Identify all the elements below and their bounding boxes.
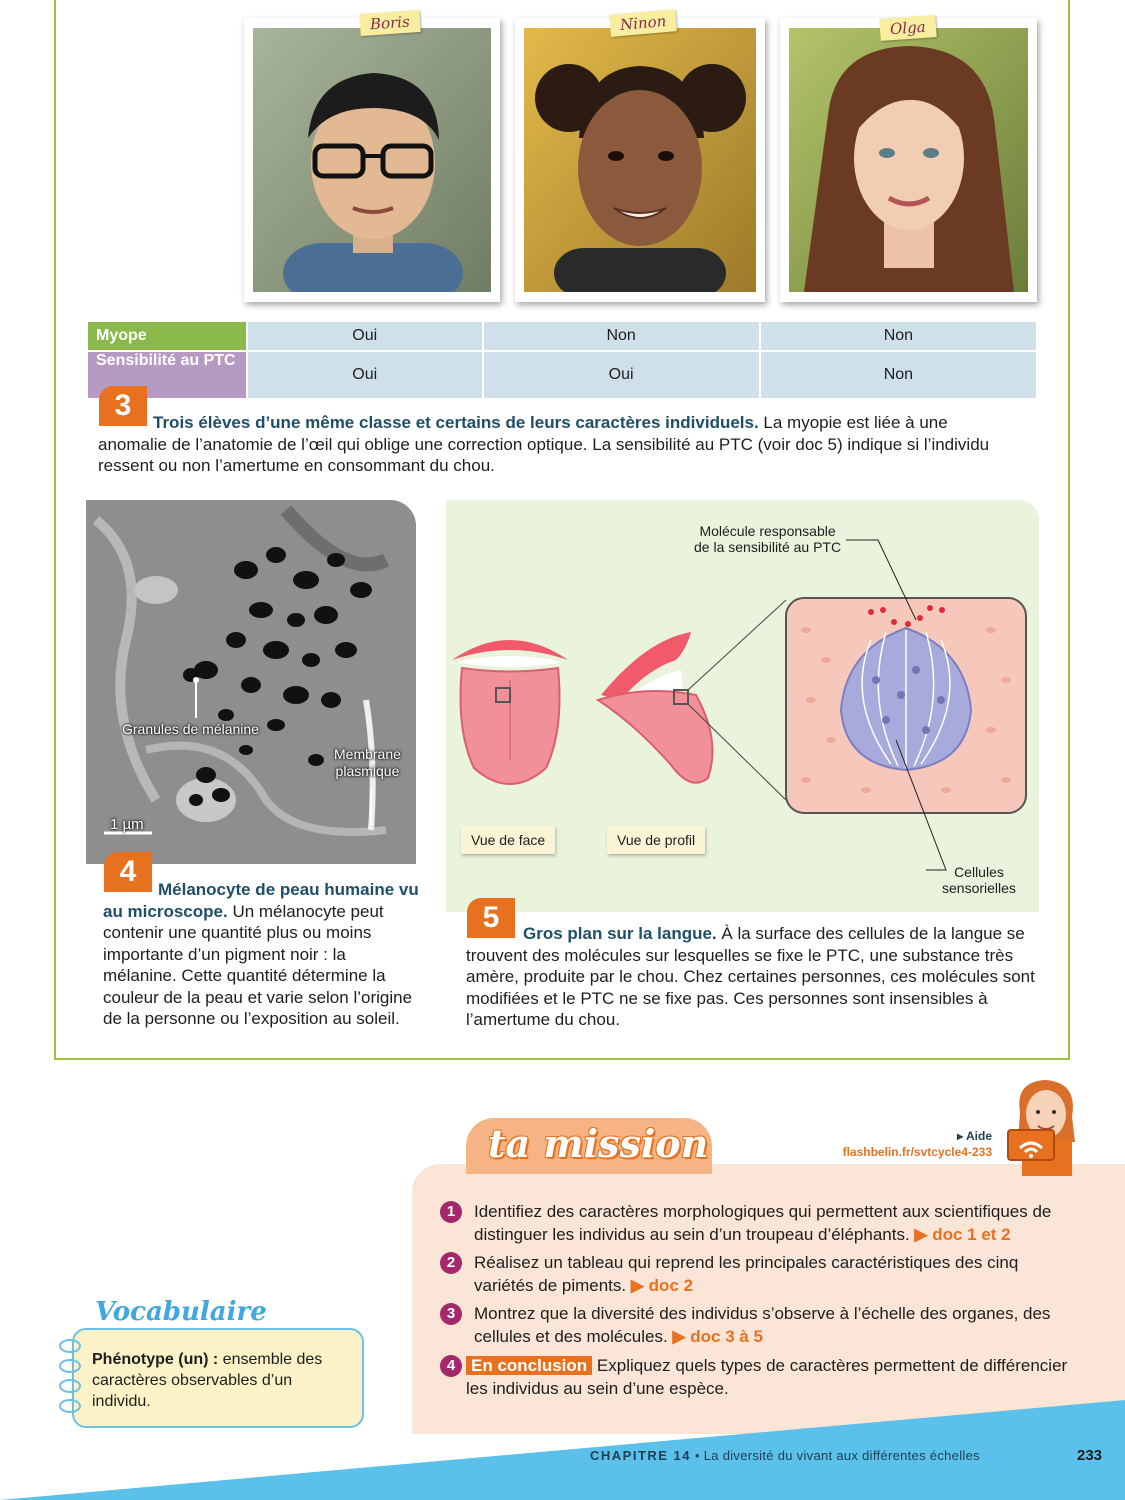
footer-title: La diversité du vivant aux différentes échelles <box>703 1448 980 1463</box>
question-2: Réalisez un tableau qui reprend les principales caractéristiques des cinq variétés de piments. ▶ doc 2 <box>474 1253 1019 1295</box>
help-link[interactable]: flashbelin.fr/svtcycle4-233 <box>842 1145 992 1159</box>
question-4: En conclusion Expliquez quels types de caractères permettent de différencier les individus au sein d’une espèce. <box>466 1356 1068 1398</box>
question-1-ref[interactable]: ▶ doc 1 et 2 <box>914 1225 1011 1244</box>
question-number-2: 2 <box>440 1252 462 1274</box>
photo-boris <box>244 18 500 302</box>
doc4-text: Un mélanocyte peut contenir une quantité plus ou moins importante d’un pigment noir : la mélanine. Cette quantité détermine la couleur de la peau et varie selon l’origine de la personne ou l’exposition au soleil. <box>103 901 413 1028</box>
vocab-term: Phénotype (un) : <box>92 1351 219 1368</box>
melanocyte-micrograph <box>86 500 416 864</box>
vocab-title: Vocabulaire <box>95 1297 267 1327</box>
label-scale: 1 µm <box>110 816 144 833</box>
doc-number-4: 4 <box>104 852 152 892</box>
table-cell: Non <box>761 352 1036 398</box>
table-cell: Non <box>484 322 759 350</box>
boris-portrait <box>253 28 491 292</box>
doc4-caption <box>103 879 421 1030</box>
question-3-ref[interactable]: ▶ doc 3 à 5 <box>672 1327 764 1346</box>
table-cell: Non <box>761 322 1036 350</box>
question-1: Identifiez des caractères morphologiques qui permettent aux scientifiques de distinguer les individus au sein d’un troupeau d’éléphants. ▶ doc 1 et 2 <box>474 1202 1052 1244</box>
helper-character-illustration <box>1000 1072 1095 1177</box>
doc5-text: À la surface des cellules de la langue se trouvent des molécules sur lesquelles se fixe le PTC, une substance très amère, produite par le chou. Chez certaines personnes, ces molécules sont modifiées et le PTC ne se fixe pas. Ces personnes sont insensibles à l’amertume du chou. <box>466 924 1035 1029</box>
label-granules: Granules de mélanine <box>122 721 259 737</box>
doc4-title: Mélanocyte de peau humaine vu au microscope. <box>103 880 419 921</box>
doc-number-3: 3 <box>99 386 147 426</box>
label-profile-view: Vue de profil <box>607 826 705 854</box>
name-tag-ninon: Ninon <box>609 9 677 37</box>
question-number-3: 3 <box>440 1303 462 1325</box>
table-cell: Oui <box>248 352 482 398</box>
help-block <box>820 1128 992 1160</box>
doc3-caption <box>98 412 1008 477</box>
footer-band <box>0 1380 1125 1500</box>
row-label-myope: Myope <box>88 322 246 350</box>
table-cell: Oui <box>484 352 759 398</box>
olga-portrait <box>789 28 1028 292</box>
doc5-caption <box>466 923 1036 1031</box>
footer-chapter-title: CHAPITRE 14 • La diversité du vivant aux différentes échelles <box>590 1448 980 1463</box>
photo-ninon <box>515 18 765 302</box>
ninon-portrait <box>524 28 756 292</box>
question-3: Montrez que la diversité des individus s’observe à l’échelle des organes, des cellules et des molécules. ▶ doc 3 à 5 <box>474 1304 1051 1346</box>
name-tag-olga: Olga <box>879 15 936 41</box>
question-number-4: 4 <box>440 1355 462 1377</box>
question-2-ref[interactable]: ▶ doc 2 <box>630 1276 694 1295</box>
footer-chapter: CHAPITRE 14 <box>590 1448 692 1463</box>
row-label-ptc: Sensibilité au PTC <box>88 352 246 398</box>
help-label: ▸ Aide <box>957 1129 992 1143</box>
traits-table <box>86 320 1038 400</box>
conclusion-tag: En conclusion <box>466 1356 592 1375</box>
page-number: 233 <box>1077 1447 1103 1464</box>
name-tag-boris: Boris <box>359 10 420 36</box>
vocab-definition: Phénotype (un) : ensemble des caractères observables d’un individu. <box>92 1351 323 1410</box>
doc3-title: Trois élèves d’une même classe et certains de leurs caractères individuels. <box>153 413 759 432</box>
doc-number-5: 5 <box>467 898 515 938</box>
table-row <box>88 322 1036 350</box>
table-cell: Oui <box>248 322 482 350</box>
table-row <box>88 352 1036 398</box>
mission-title: ta mission <box>488 1121 709 1166</box>
micrograph-image <box>86 500 416 864</box>
doc5-title: Gros plan sur la langue. <box>523 924 717 943</box>
tongue-diagram <box>446 500 1039 912</box>
label-front-view: Vue de face <box>461 826 555 854</box>
photo-olga <box>780 18 1037 302</box>
doc3-text: La myopie est liée à une anomalie de l’anatomie de l’œil qui oblige une correction optique. La sensibilité au PTC (voir doc 5) indique si l’individu ressent ou non l’amertume en consommant du chou. <box>98 413 990 475</box>
question-number-1: 1 <box>440 1201 462 1223</box>
label-molecule: Molécule responsable de la sensibilité au PTC <box>694 523 842 555</box>
label-sensory-cells: Cellules sensorielles <box>942 864 1016 896</box>
label-membrane: Membrane plasmique <box>334 746 401 779</box>
